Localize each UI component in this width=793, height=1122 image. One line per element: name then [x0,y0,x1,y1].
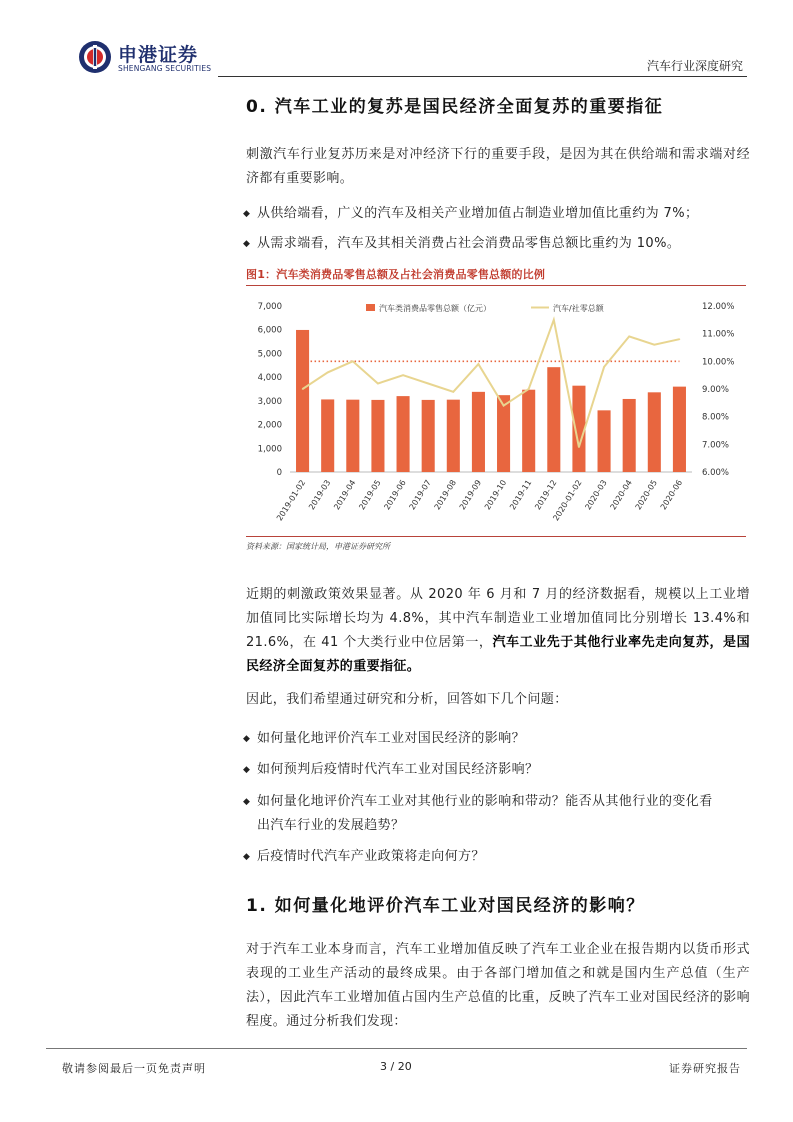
bar [598,410,611,472]
bar [547,367,560,472]
figure-source: 资料来源：国家统计局，申港证券研究所 [246,542,390,551]
list-item: ◆ 从供给端看，广义的汽车及相关产业增加值占制造业增加值比重约为 7%； [243,202,753,226]
right-axis-tick-label: 10.00% [702,357,735,368]
footer-label: 证券研究报告 [669,1062,741,1075]
line-point [628,336,630,338]
x-tick-label: 2020-03 [583,478,609,512]
bar [422,400,435,472]
x-tick-label: 2019-01-02 [274,478,308,523]
legend-bar-label: 汽车类消费品零售总额（亿元） [379,304,491,313]
bullet-icon: ◆ [243,797,251,807]
x-tick-label: 2019-04 [332,478,358,512]
left-axis-tick-label: 2,000 [257,420,282,431]
left-axis-tick-label: 6,000 [257,325,282,336]
list-item: ◆ 后疫情时代汽车产业政策将走向何方？ [243,845,753,869]
x-tick-label: 2019-08 [432,478,459,512]
section-0-heading: 0. 汽车工业的复苏是国民经济全面复苏的重要指征 [246,97,664,117]
bullet-icon: ◆ [243,239,251,249]
figure-title: 图1：汽车类消费品零售总额及占社会消费品零售总额的比例 [246,268,546,281]
logo-text-en: SHENGANG SECURITIES [118,64,212,73]
x-tick-label: 2019-09 [457,478,484,512]
section-1-heading: 1. 如何量化地评价汽车工业对国民经济的影响？ [246,896,645,916]
bar [447,400,460,472]
line-point [327,372,329,374]
line-point [553,319,555,321]
bullet-icon: ◆ [243,209,251,219]
shengang-logo-icon [78,40,112,74]
x-tick-label: 2019-07 [407,478,433,512]
line-point [402,374,404,376]
bullet-icon: ◆ [243,852,251,862]
right-axis-tick-label: 11.00% [702,329,735,340]
bar [648,392,661,472]
bar [623,399,636,472]
x-tick-label: 2019-11 [508,478,534,512]
line-point [578,446,580,448]
list-item: ◆ 从需求端看，汽车及其相关消费占社会消费品零售总额比重约为 10%。 [243,232,753,256]
line-point [478,363,480,365]
list-item: ◆ 如何量化地评价汽车工业对国民经济的影响？ [243,727,753,751]
body-paragraph-1: 近期的刺激政策效果显著。从 2020 年 6 月和 7 月的经济数据看，规模以上工业增加值同比实际增长均为 4.8%，其中汽车制造业工业增加值同比分别增长 13.4%和 21.6%，在 41 个大类行业中位居第一，汽车工业先于其他行业率先走向复苏，是国民经济全面复苏的重要指征。 [246,587,751,674]
bar [346,400,359,472]
right-axis-tick-label: 7.00% [702,440,730,451]
bar [522,390,535,472]
right-axis-tick-label: 9.00% [702,385,730,395]
line-point [453,391,455,393]
bar [321,399,334,472]
left-axis-tick-label: 3,000 [257,396,282,407]
x-tick-label: 2020-01-02 [551,478,584,523]
footer-divider [46,1048,747,1049]
x-tick-label: 2019-06 [382,478,408,512]
legend-bar-swatch [366,304,375,311]
bullet-icon: ◆ [243,734,251,744]
line-point [377,383,379,385]
bar [673,387,686,472]
left-axis-tick-label: 1,000 [257,444,282,455]
emphasis-text: 汽车工业先于其他行业率先走向复苏，是国民经济全面复苏的重要指征。 [246,635,751,674]
line-point [654,344,656,346]
left-axis-tick-label: 0 [276,468,282,478]
x-tick-label: 2020-06 [658,478,685,512]
line-point [528,388,530,390]
right-axis-tick-label: 6.00% [702,468,730,478]
line-point [427,383,429,385]
section-0-intro: 刺激汽车行业复苏历来是对冲经济下行的重要手段，是因为其在供给端和需求端对经济都有重要影响。 [246,147,750,186]
body-paragraph-2: 因此，我们希望通过研究和分析，回答如下几个问题： [246,692,568,707]
figure-top-rule [246,285,746,286]
line-point [352,361,354,363]
left-axis-tick-label: 5,000 [257,349,282,360]
x-tick-label: 2020-05 [633,478,660,512]
list-item: ◆ 如何预判后疫情时代汽车工业对国民经济影响？ [243,758,753,782]
page-number: 3 / 20 [380,1060,412,1073]
section-1-paragraph: 对于汽车工业本身而言，汽车工业增加值反映了汽车工业企业在报告期内以货币形式表现的工业生产活动的最终成果。由于各部门增加值之和就是国内生产总值（生产法），因此汽车工业增加值占国内生产总值的比重，反映了汽车工业对国民经济的影响程度。通过分析我们发现： [246,942,750,1029]
line-point [302,388,304,390]
list-item: ◆ 如何量化地评价汽车工业对其他行业的影响和带动？能否从其他行业的变化看 出汽车行业的发展趋势？ [243,790,753,838]
footer-disclaimer: 敬请参阅最后一页免责声明 [62,1062,206,1075]
right-axis-tick-label: 12.00% [702,302,735,312]
figure-bottom-rule [246,536,746,537]
line-point [679,338,681,340]
bar [472,392,485,472]
bar [397,396,410,472]
legend-line-label: 汽车/社零总额 [553,304,604,313]
company-logo [78,38,218,78]
line-point [603,366,605,368]
logo-text-cn: 申港证券 [118,44,199,66]
bullet-icon: ◆ [243,765,251,775]
bar [296,330,309,472]
x-tick-label: 2019-03 [307,478,333,512]
retail-sales-chart [246,288,746,534]
bar [371,400,384,472]
x-tick-label: 2019-10 [482,478,509,512]
right-axis-tick-label: 8.00% [702,412,730,423]
header-divider [218,76,747,77]
report-type: 汽车行业深度研究 [646,59,743,73]
x-tick-label: 2019-05 [357,478,383,512]
x-tick-label: 2020-04 [608,478,634,512]
line-point [503,405,505,407]
left-axis-tick-label: 7,000 [257,302,282,312]
x-tick-label: 2019-12 [533,478,559,512]
left-axis-tick-label: 4,000 [257,373,282,384]
